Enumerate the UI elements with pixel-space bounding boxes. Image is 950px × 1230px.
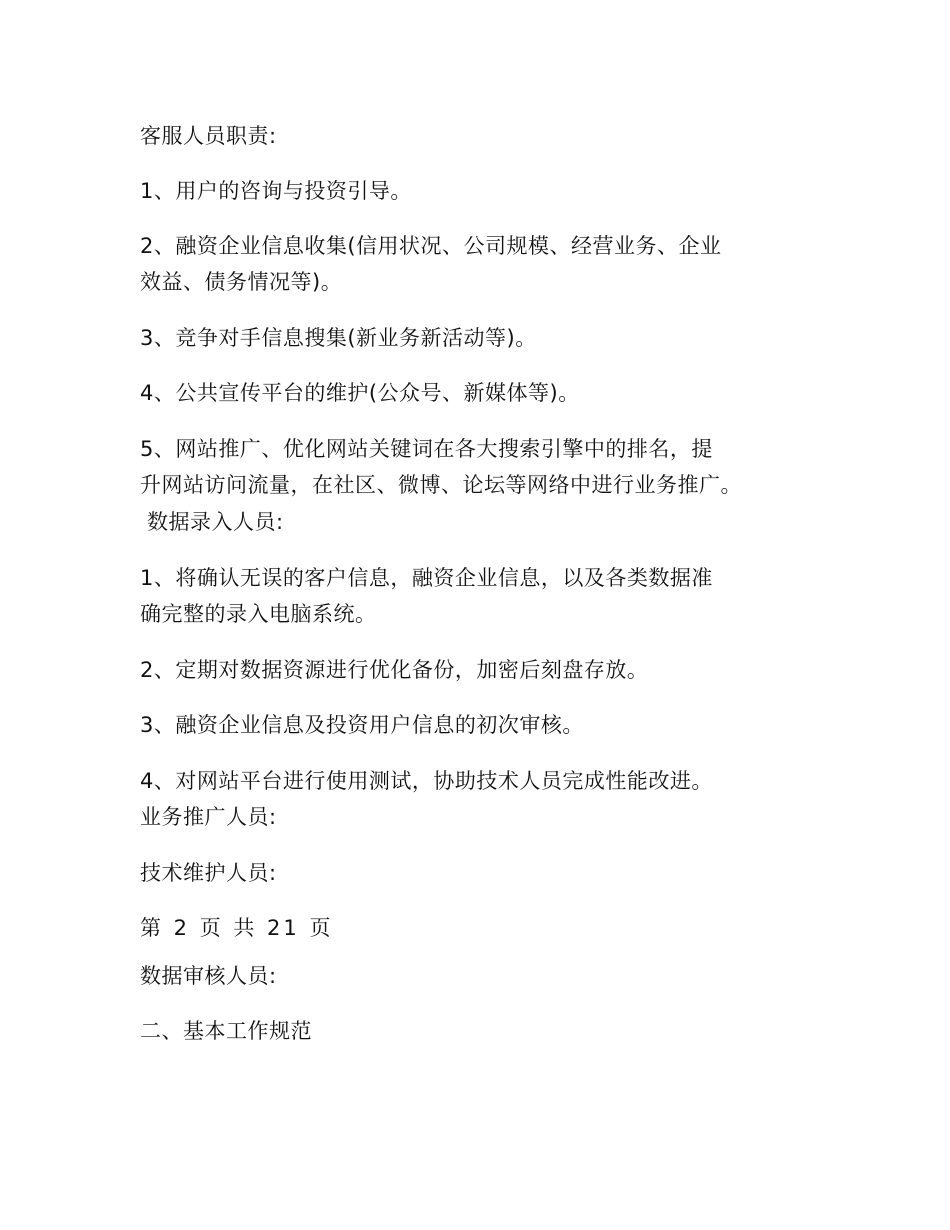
list-item: 4、公共宣传平台的维护(公众号、新媒体等)。: [140, 381, 580, 405]
list-item: 1、用户的咨询与投资引导。: [140, 179, 412, 203]
list-item-continuation: 效益、债务情况等)。: [140, 270, 343, 294]
list-item: 2、定期对数据资源进行优化备份，加密后刻盘存放。: [140, 658, 649, 682]
list-item-continuation: 升网站访问流量，在社区、微博、论坛等网络中进行业务推广。: [140, 473, 742, 497]
list-item: 4、对网站平台进行使用测试，协助技术人员完成性能改进。: [140, 769, 713, 793]
list-item: 1、将确认无误的客户信息，融资企业信息，以及各类数据准: [140, 566, 713, 590]
section-heading-data-review: 数据审核人员:: [140, 964, 277, 988]
section-heading-business-promotion: 业务推广人员:: [140, 805, 277, 829]
list-item: 2、融资企业信息收集(信用状况、公司规模、经营业务、企业: [140, 234, 722, 258]
page-number: 第 2 页 共 21 页: [140, 916, 334, 940]
list-item: 3、竞争对手信息搜集(新业务新活动等)。: [140, 326, 537, 350]
section-heading-technical-maintenance: 技术维护人员:: [140, 861, 277, 885]
section-heading-customer-service: 客服人员职责:: [140, 124, 277, 148]
chapter-heading: 二、基本工作规范: [140, 1019, 312, 1043]
list-item-continuation: 确完整的录入电脑系统。: [140, 602, 377, 626]
list-item: 5、网站推广、优化网站关键词在各大搜索引擎中的排名，提: [140, 437, 713, 461]
list-item: 3、融资企业信息及投资用户信息的初次审核。: [140, 713, 584, 737]
section-heading-data-entry: 数据录入人员:: [147, 510, 284, 534]
